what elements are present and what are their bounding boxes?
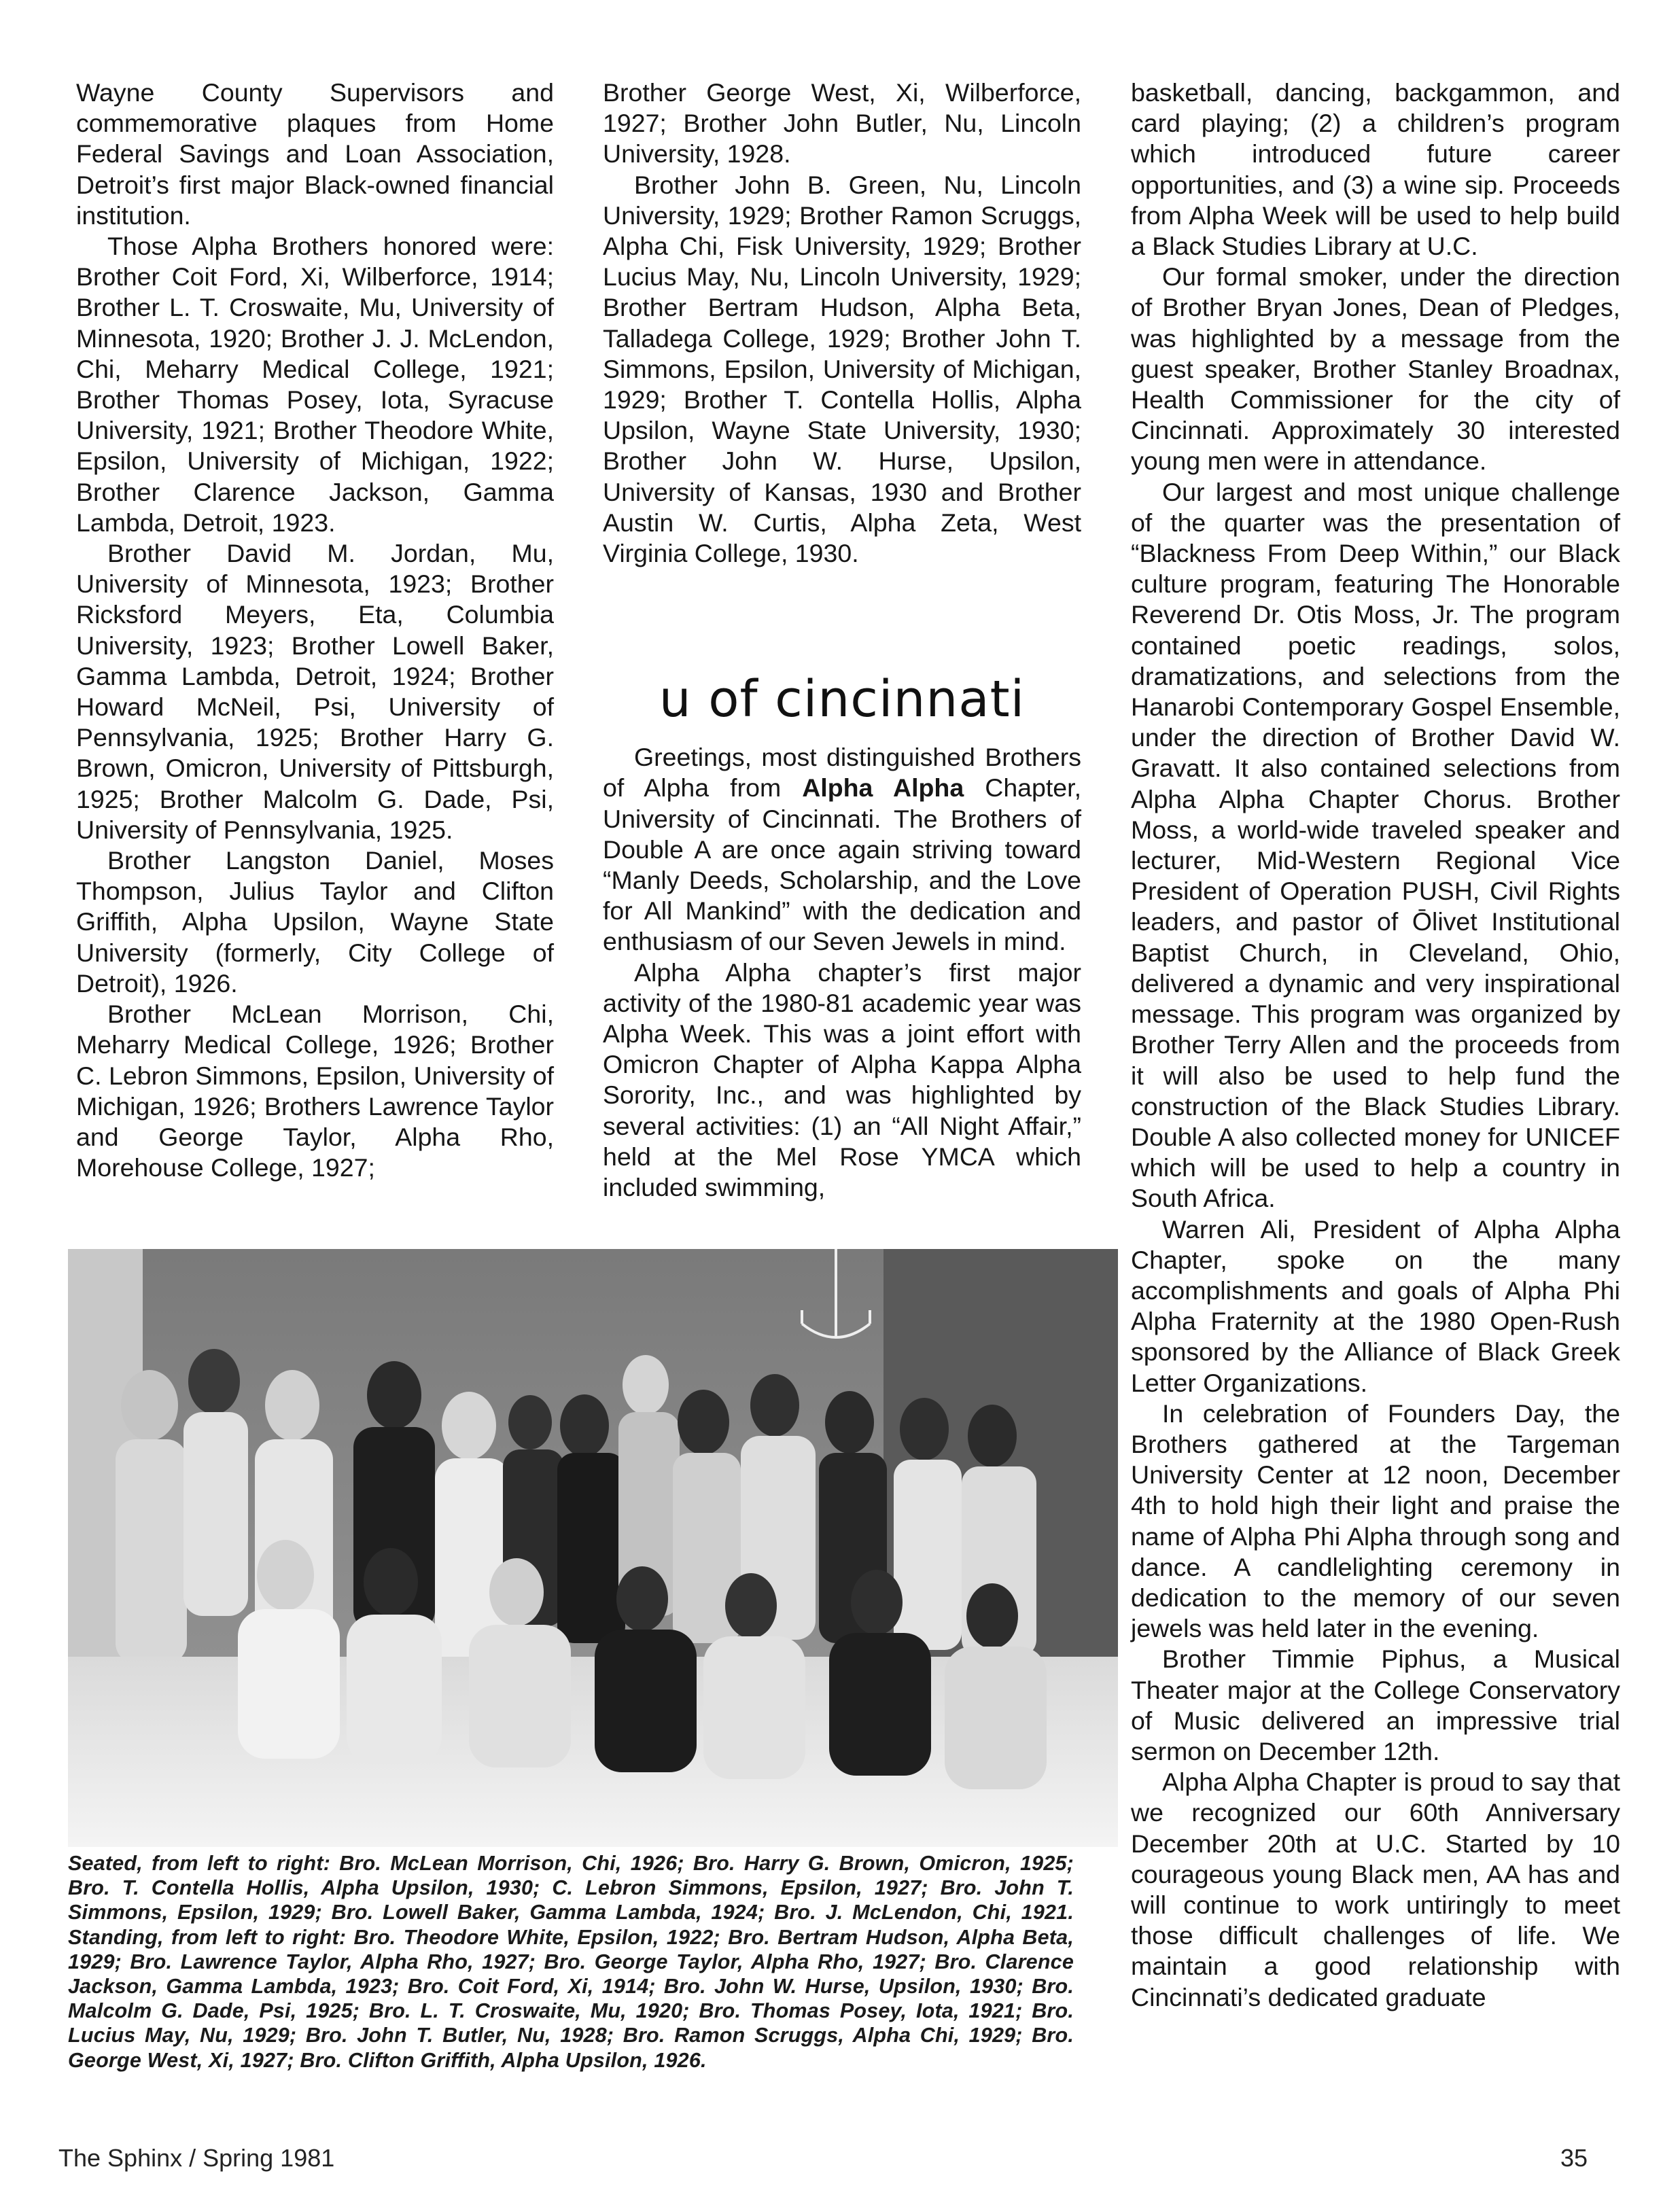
paragraph: Brother John B. Green, Nu, Lincoln University, 1929; Brother Ramon Scruggs, Alpha Chi, Fisk University, 1929; Brother Lucius May, Nu, Lincoln University, 1929; Brother Bertram Hudson, Alpha Beta, Talladega College, 1929; Brother John T. Simmons, Epsilon, University of Michigan, 1929; Brother T. Contella Hollis, Alpha Upsilon, Wayne State University, 1930; Brother John W. Hurse, Upsilon, University of Kansas, 1930 and Brother Austin W. Curtis, Alpha Zeta, West Virginia College, 1930. bbox=[603, 170, 1081, 568]
paragraph: Warren Ali, President of Alpha Alpha Chapter, spoke on the many accomplishments and goals of Alpha Phi Alpha Fraternity at the 1980 Open-Rush sponsored by the Alliance of Black Greek Letter Organizations. bbox=[1131, 1214, 1620, 1397]
article-column-1 bbox=[76, 77, 554, 1183]
paragraph: In celebration of Founders Day, the Brothers gathered at the Targeman University Center at 12 noon, December 4th to hold high their light and praise the name of Alpha Phi Alpha through song and dance. A candlelighting ceremony in dedication to the memory of our seven jewels was held later in the evening. bbox=[1131, 1398, 1620, 1643]
publication-footer: The Sphinx / Spring 1981 bbox=[58, 2144, 335, 2172]
intro-text-continued: Chapter, University of Cincinnati. The Brothers of Double A are once again striving toward “Manly Deeds, Scholarship, and the Love for All Mankind” with the dedication and enthusiasm of our Seven Jewels in mind. bbox=[603, 773, 1081, 956]
paragraph: Brother McLean Morrison, Chi, Meharry Medical College, 1926; Brother C. Lebron Simmons, Epsilon, University of Michigan, 1926; Brothers Lawrence Taylor and George Taylor, Alpha Rho, Morehouse College, 1927; bbox=[76, 1000, 554, 1182]
paragraph: Brother Langston Daniel, Moses Thompson, Julius Taylor and Clifton Griffith, Alpha Upsilon, Wayne State University (formerly, City College of Detroit), 1926. bbox=[76, 846, 554, 998]
group-photo-illustration bbox=[68, 1249, 1118, 1847]
paragraph: Brother David M. Jordan, Mu, University of Minnesota, 1923; Brother Ricksford Meyers, Eta, Columbia University, 1923; Brother Lowell Baker, Gamma Lambda, Detroit, 1924; Brother Howard McNeil, Psi, University of Pennsylvania, 1925; Brother Harry G. Brown, Omicron, University of Pittsburgh, 1925; Brother Malcolm G. Dade, Psi, University of Pennsylvania, 1925. bbox=[76, 539, 554, 844]
paragraph: Our largest and most unique challenge of the quarter was the presentation of “Blackness From Deep Within,” our Black culture program, featuring The Honorable Reverend Dr. Otis Moss, Jr. The program contained poetic readings, solos, dramatizations, and selections from the Hanarobi Contemporary Gospel Ensemble, under the direction of Brother David W. Gravatt. It also contained selections from Alpha Alpha Chapter Chorus. Brother Moss, a world-wide traveled speaker and lecturer, Mid-Western Regional Vice President of Operation PUSH, Civil Rights leaders, and pastor of Ōlivet Institutional Baptist Church, in Cleveland, Ohio, delivered a dynamic and very inspirational message. This program was organized by Brother Terry Allen and the proceeds from it will also be used to help fund the construction of the Black Studies Library. Double A also collected money for UNICEF which will be used to help a country in South Africa. bbox=[1131, 477, 1620, 1213]
paragraph: Brother George West, Xi, Wilberforce, 1927; Brother John Butler, Nu, Lincoln University, 1928. bbox=[603, 78, 1081, 169]
photo-caption: Seated, from left to right: Bro. McLean Morrison, Chi, 1926; Bro. Harry G. Brown, Omicron, 1925; Bro. T. Contella Hollis, Alpha Upsilon, 1930; C. Lebron Simmons, Epsilon, 1927; Bro. John T. Simmons, Epsilon, 1929; Bro. Lowell Baker, Gamma Lambda, 1924; Bro. J. McLendon, Chi, 1921. Standing, from left to right: Bro. Theodore White, Epsilon, 1922; Bro. Bertram Hudson, Alpha Beta, 1929; Bro. Lawrence Taylor, Alpha Rho, 1927; Bro. George Taylor, Alpha Rho, 1927; Bro. Clarence Jackson, Gamma Lambda, 1923; Bro. Coit Ford, Xi, 1914; Bro. John W. Hurse, Upsilon, 1930; Bro. Malcolm G. Dade, Psi, 1925; Bro. L. T. Croswaite, Mu, 1920; Bro. Thomas Posey, Iota, 1921; Bro. Lucius May, Nu, 1929; Bro. John T. Butler, Nu, 1928; Bro. Ramon Scruggs, Alpha Chi, 1929; Bro. George West, Xi, 1927; Bro. Clifton Griffith, Alpha Upsilon, 1926. bbox=[68, 1852, 1074, 2072]
article-column-2 bbox=[603, 77, 1081, 1203]
paragraph: Wayne County Supervisors and commemorative plaques from Home Federal Savings and Loan Association, Detroit’s first major Black-owned financial institution. bbox=[76, 78, 554, 230]
paragraph: Brother Timmie Piphus, a Musical Theater major at the College Conservatory of Music delivered an impressive trial sermon on December 12th. bbox=[1131, 1644, 1620, 1765]
section-heading: u of cincinnati bbox=[659, 670, 1026, 729]
page-number: 35 bbox=[1560, 2144, 1588, 2172]
group-photo bbox=[68, 1249, 1118, 1847]
paragraph: Alpha Alpha Chapter is proud to say that we recognized our 60th Anniversary December 20th at U.C. Started by 10 courageous young Black men, AA has and will continue to work untiringly to meet those difficult challenges of life. We maintain a good relationship with Cincinnati’s dedicated graduate bbox=[1131, 1767, 1620, 2011]
paragraph: Alpha Alpha chapter’s first major activity of the 1980-81 academic year was Alpha Week. This was a joint effort with Omicron Chapter of Alpha Kappa Alpha Sorority, Inc., and was highlighted by several activities: (1) an “All Night Affair,” held at the Mel Rose YMCA which included swimming, bbox=[603, 957, 1081, 1202]
paragraph-intro bbox=[603, 742, 1081, 957]
chapter-name: Alpha Alpha bbox=[802, 773, 964, 803]
paragraph: Our formal smoker, under the direction of Brother Bryan Jones, Dean of Pledges, was highlighted by a message from the guest speaker, Brother Stanley Broadnax, Health Commissioner for the city of Cincinnati. Approximately 30 interested young men were in attendance. bbox=[1131, 262, 1620, 476]
paragraph: Those Alpha Brothers honored were: Brother Coit Ford, Xi, Wilberforce, 1914; Brother L. T. Croswaite, Mu, University of Minnesota, 1920; Brother J. J. McLendon, Chi, Meharry Medical College, 1921; Brother Thomas Posey, Iota, Syracuse University, 1921; Brother Theodore White, Epsilon, University of Michigan, 1922; Brother Clarence Jackson, Gamma Lambda, Detroit, 1923. bbox=[76, 232, 554, 537]
article-column-3 bbox=[1131, 77, 1620, 2013]
paragraph: basketball, dancing, backgammon, and card playing; (2) a children’s program which introduced future career opportunities, and (3) a wine sip. Proceeds from Alpha Week will be used to help build a Black Studies Library at U.C. bbox=[1131, 78, 1620, 261]
intro-text: Greetings, most distinguished Brothers of Alpha from bbox=[603, 743, 1081, 803]
